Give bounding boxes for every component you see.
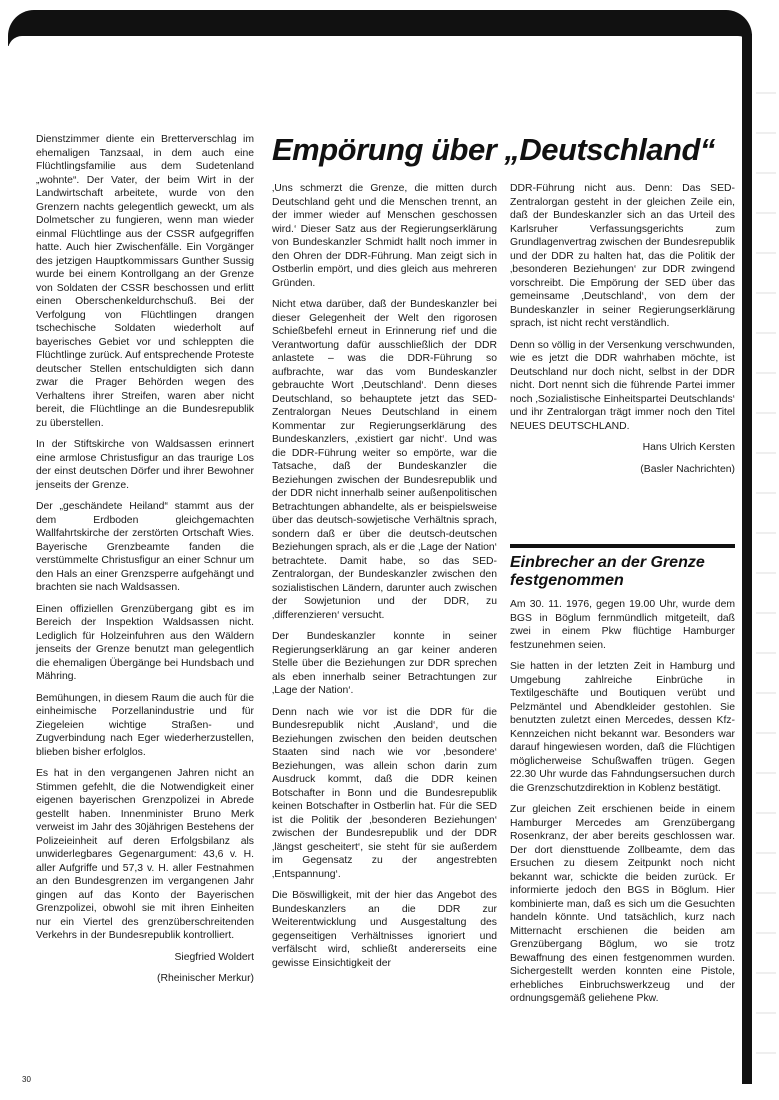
paragraph: Zur gleichen Zeit erschienen beide in einem Hamburger Mercedes am Grenzübergang Rosenkranz, der aber bereits geschlossen war. Der dort diensttuende Zollbeamte, dem das Ersuchen zu diesem Zeitpunkt noch nicht bekannt war, schickte die beiden zurück. Er informierte jedoch den BGS in Böglum. Hier kombinierte man, daß es sich um die Gesuchten handeln könnte. Und tatsächlich, kurz nach Mitternacht erschienen die beiden am Grenzübergang Böglum, wo sie trotz Bewaffnung des einen festgenommen wurden. Sichergestellt werden konnten eine Pistole, erhebliches Einbruchswerkzeug und der ordnungsgemäß geliehene Pkw. — [510, 804, 735, 1004]
paragraph: Sie hatten in der letzten Zeit in Hamburg und Umgebung zahlreiche Einbrüche in Textilgeschäfte und Boutiquen verübt und Pelzmäntel und Abendkleider gestohlen. Sie benutzten zuletzt einen Mercedes, dessen Kfz-Kennzeichen nicht bekannt war. Besonders war darauf hingewiesen worden, daß die Flüchtigen möglicherweise Schußwaffen trügen. Gegen 22.30 Uhr wurde das Fahndungsersuchen durch die Grenzschutzdirektion in Koblenz bestätigt. — [510, 661, 735, 794]
author-name: Hans Ulrich Kersten — [642, 442, 735, 453]
paragraph: Am 30. 11. 1976, gegen 19.00 Uhr, wurde dem BGS in Böglum fernmündlich mitgeteilt, daß zwei in einem Pkw flüchtige Hamburger festzunehmen seien. — [510, 599, 735, 651]
article2-body — [510, 598, 735, 1014]
page-right-frame — [742, 34, 752, 1084]
paragraph: Die Böswilligkeit, mit der hier das Angebot des Bundeskanzlers an die DDR zur Weiterentwicklung und Ausgestaltung des gegenseitigen Verhältnisses ignoriert und verfälscht wird, schließt andererseits eine gewisse Einsichtigkeit der — [272, 890, 497, 969]
column-right — [510, 182, 735, 484]
paragraph: Bemühungen, in diesem Raum die auch für die einheimische Porzellanindustrie und für Ziegeleien wichtige Straßen- und Zugverbindung nach Eger wiederherzustellen, blieben bisher erfolglos. — [36, 692, 254, 758]
article2-headline: Einbrecher an der Grenze festgenommen — [510, 554, 705, 589]
article-headline: Empörung über „Deutschland“ — [272, 132, 715, 167]
column-middle — [272, 182, 497, 978]
paragraph: Dienstzimmer diente ein Bretterverschlag im ehemaligen Tanzsaal, in dem auch eine Flüchtlingsfamilie aus dem Sudetenland „wohnte“. Der Vater, der beim Wirt in der Landwirtschaft arbeitete, wurde von den Grenzern nachts gelegentlich geweckt, um als Dolmetscher zu fungieren, wenn man wieder einmal Flüchtlinge aus der CSSR aufgegriffen hatte. Auch hier Zwischenfälle. Ein Vorgänger des jetzigen Hauptkommissars Gunther Sussig wurde bei einem Kontrollgang an der Grenze von Soldaten der CSSR beschossen und erlitt einen Oberschenkeldurchschuß. Bei der Verfolgung von Flüchtlingen drangen tschechische Soldaten wiederholt auf bayerisches Gebiet vor und schleppten die Flüchtlinge zurück. Auf entsprechende Proteste deutscher Stellen entschuldigten sich dann zwar die Prager Behörden wegen des Verhaltens ihrer Streifen, waren aber nicht bereit, die Flüchtlinge an die Bundesrepublik zu überstellen. — [36, 134, 254, 429]
section-rule — [510, 544, 735, 548]
paragraph: DDR-Führung nicht aus. Denn: Das SED-Zentralorgan gesteht in der gleichen Zeile ein, daß der Bundeskanzler sich an das Urteil des Karlsruher Verfassungsgerichts zum Grundlagenvertrag zwischen der Bundesrepublik und der DDR zu halten hat, das die Politik der ‚besonderen Beziehungen‘ zur DDR zwingend vorschreibt. Die Empörung der SED über das gemeinsame ‚Deutschland‘, von dem der Bundeskanzler in seiner Regierungserklärung sprach, ist nicht recht verständlich. — [510, 183, 735, 329]
paragraph: Nicht etwa darüber, daß der Bundeskanzler bei dieser Gelegenheit der Welt den rigorosen Schießbefehl erneut in Erinnerung rief und die Verantwortung dafür ausschließlich der DDR anlastete – was die DDR-Führung so aufbrachte, war das vom Bundeskanzler gebrauchte Wort ‚Deutschland‘. Denn dieses Deutschland, so behauptete jetzt das SED-Zentralorgan Neues Deutschland in einem Kommentar zur Regierungserklärung des Bundeskanzlers, ‚existiert gar nicht‘. Und was die DDR-Führung weiter so empörte, war die Tatsache, daß der Bundeskanzler die Beziehungen zwischen der Bundesrepublik und der DDR nicht innerhalb seiner außenpolitischen Betrachtungen abhandelte, als er beispielsweise über das deutsch-sowjetische Verhältnis sprach, sondern daß er über die deutsch-deutschen Beziehungen sprach, als er die ‚Lage der Nation‘ betrachtete. Damit habe, so das SED-Zentralorgan, der Bundeskanzler zwischen den sozialistischen Ländern, darunter auch zwischen der Sowjetunion und der DDR, zu ‚differenzieren‘ versucht. — [272, 299, 497, 621]
paragraph: In der Stiftskirche von Waldsassen erinnert eine armlose Christusfigur an das traurige Los der einst deutschen Dörfer und ihrer Bewohner jenseits der Grenze. — [36, 439, 254, 491]
paragraph: Einen offiziellen Grenzübergang gibt es im Bereich der Inspektion Waldsassen nicht. Lediglich für Holzeinfuhren aus den Wäldern jenseits der Grenze benutzt man gelegentlich die ehemaligen Übergänge bei Hundsbach und Mähring. — [36, 603, 254, 682]
paragraph: Es hat in den vergangenen Jahren nicht an Stimmen gefehlt, die die Notwendigkeit einer eigenen bayerischen Grenzpolizei in Abrede gestellt haben. Innenminister Bruno Merk verweist im Jahr des 30jährigen Bestehens der Polizeieinheit auf deren Erfolgsbilanz als unwiderlegbares Gegenargument: 43,6 v. H. aller Aufgriffe und 57,3 v. H. aller Festnahmen an den Bundesgrenzen im vergangenen Jahr gingen auf das Konto der Bayerischen Grenzpolizei, obwohl sie mit ihren Einheiten nur ein Viertel des grenzüberschreitenden Verkehrs in der Bundesrepublik kontrolliert. — [36, 768, 254, 941]
page-top-frame — [8, 10, 752, 46]
author-name: Siegfried Woldert — [174, 951, 254, 963]
paragraph: Der Bundeskanzler konnte in seiner Regierungserklärung an gar keiner anderen Stelle über die Beziehungen zur DDR sprechen als eben innerhalb seiner Betrachtungen zur ‚Lage der Nation‘. — [272, 631, 497, 696]
paragraph: Denn so völlig in der Versenkung verschwunden, wie es jetzt die DDR wahrhaben möchte, ist Deutschland nur doch nicht, selbst in der DDR nicht. Dort nennt sich die führende Partei immer noch ‚Sozialistische Einheitspartei Deutschlands‘ und ihr Zentralorgan trägt immer noch den Titel NEUES DEUTSCHLAND. — [510, 339, 735, 432]
source-name: (Rheinischer Merkur) — [156, 973, 254, 984]
source-name: (Basler Nachrichten) — [640, 463, 735, 475]
scan-edge — [756, 80, 776, 1080]
paragraph: Denn nach wie vor ist die DDR für die Bundesrepublik nicht ‚Ausland‘, und die Beziehungen zwischen den beiden deutschen Staaten sind nach wie vor ‚besondere‘ Beziehungen, was allein schon darin zum Ausdruck kommt, daß die DDR keinen Botschafter in Bonn und die Bundesrepublik keinen Botschafter in Ostberlin hat. Für die SED ist die Politik der ‚besonderen Beziehungen‘ zwischen der Bundesrepublik und der DDR ‚längst gescheitert‘, sie steht für sie außerdem im Gegensatz zu der angestrebten ‚Entspannung‘. — [272, 706, 497, 880]
page-number: 30 — [22, 1075, 31, 1084]
paragraph: Der „geschändete Heiland“ stammt aus der dem Erdboden gleichgemachten Wallfahrtskirche der zerstörten Ortschaft Wies. Bayerische Grenzbeamte fanden die verstümmelte Christusfigur an einer Schnur um den Hals an einer Grenzsperre aufgehängt und brachten sie nach Waldsassen. — [36, 501, 254, 593]
column-left — [36, 133, 254, 994]
paragraph: ‚Uns schmerzt die Grenze, die mitten durch Deutschland geht und die Menschen trennt, an der immer wieder auf Menschen geschossen wird.‘ Dieser Satz aus der Regierungserklärung von Bundeskanzler Schmidt hallt noch immer in den Ohren der DDR-Führung. Man zeigt sich in Ostberlin empört, und dies gleich aus mehreren Gründen. — [272, 183, 497, 289]
